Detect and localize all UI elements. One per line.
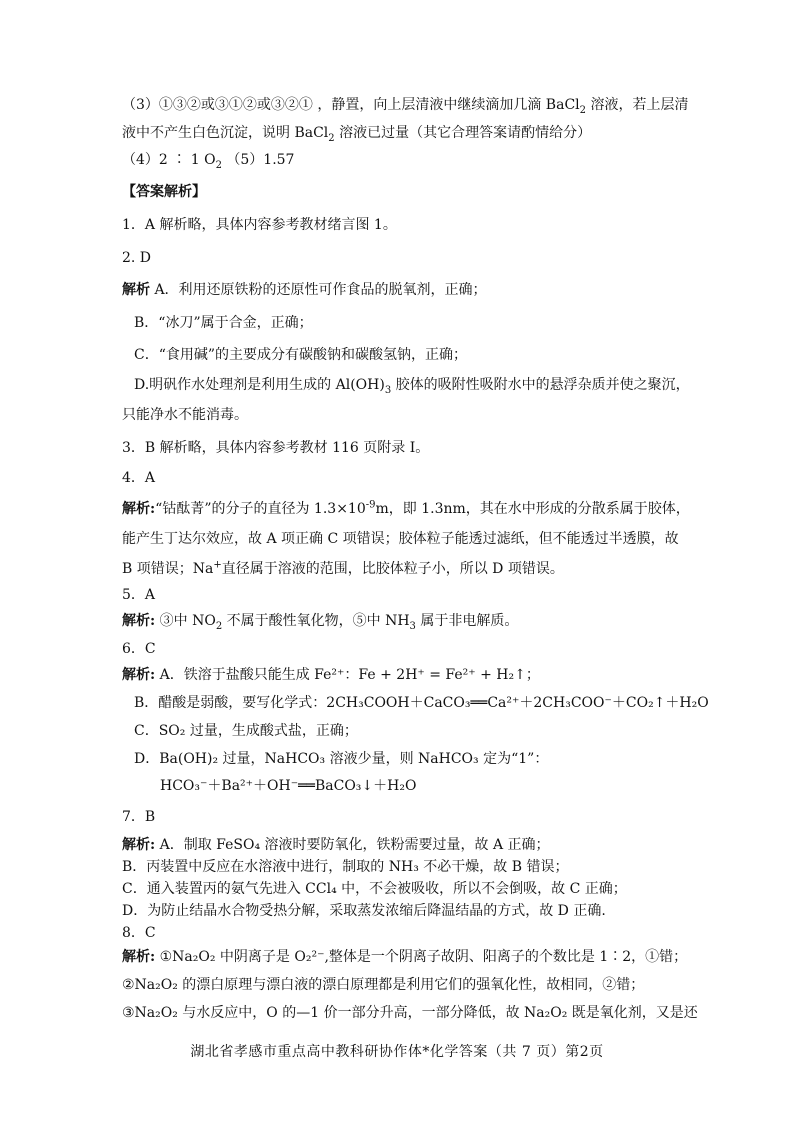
text: B 项错误；Na bbox=[122, 561, 214, 577]
answer-4: 4．A bbox=[122, 470, 156, 486]
text: （3）①③②或③①②或③②① ，静置，向上层清液中继续滴加几滴 BaCl bbox=[122, 97, 580, 113]
answer-8-line3: ③Na₂O₂ 与水反应中，O 的—1 价一部分升高，一部分降低，故 Na₂O₂ 既是氧化剂，又是还 bbox=[122, 1005, 698, 1021]
answer-8-line1 bbox=[122, 948, 687, 966]
text: （5）1.57 bbox=[221, 152, 295, 168]
analysis-label: 解析: bbox=[122, 501, 156, 517]
answer-2-C: C．“食用碱”的主要成分有碳酸钠和碳酸氢钠，正确； bbox=[134, 347, 468, 363]
analysis-label: 解析 bbox=[122, 282, 150, 298]
text: A．制取 FeSO₄ 溶液时要防氧化，铁粉需要过量，故 A 正确； bbox=[155, 837, 550, 853]
text: 溶液已过量（其它合理答案请酌情给分） bbox=[334, 125, 592, 141]
answer-3: 3．B 解析略，具体内容参考教材 116 页附录 I。 bbox=[122, 440, 430, 456]
answer-6-A bbox=[122, 666, 540, 684]
answer-6-C: C．SO₂ 过量，生成酸式盐，正确； bbox=[134, 723, 358, 739]
answer-2-A bbox=[122, 281, 487, 299]
answer-2-D-line1 bbox=[134, 376, 690, 394]
answer-7-D: D．为防止结晶水合物受热分解，采取蒸发浓缩后降温结晶的方式，故 D 正确. bbox=[122, 903, 606, 919]
answer-8-line2: ②Na₂O₂ 的漂白原理与漂白液的漂白原理都是利用它们的强氧化性，故相同，②错； bbox=[122, 977, 645, 993]
sub: 2 bbox=[215, 159, 222, 171]
answer-3-line1 bbox=[122, 96, 689, 116]
answer-2-D-line2: 只能净水不能消毒。 bbox=[122, 407, 248, 423]
answer-4-line3 bbox=[122, 560, 564, 578]
answer-7-B: B．丙装置中反应在水溶液中进行，制取的 NH₃ 不必干燥，故 B 错误； bbox=[122, 859, 569, 875]
text: 液中不产生白色沉淀，说明 BaCl bbox=[122, 125, 329, 141]
answer-7-C: C．通入装置丙的氨气先进入 CCl₄ 中，不会被吸收，所以不会倒吸，故 C 正确； bbox=[122, 881, 627, 897]
page-footer: 湖北省孝感市重点高中教科研协作体*化学答案（共 7 页）第2页 bbox=[190, 1044, 604, 1060]
text: 溶液，若上层清 bbox=[586, 97, 689, 113]
answer-6-D: D．Ba(OH)₂ 过量，NaHCO₃ 溶液少量，则 NaHCO₃ 定为“1”： bbox=[134, 751, 549, 767]
analysis-label: 解析: bbox=[122, 949, 156, 965]
text: A．利用还原铁粉的还原性可作食品的脱氧剂，正确； bbox=[150, 282, 487, 298]
sub: 2 bbox=[328, 132, 335, 144]
answer-4-line1 bbox=[122, 500, 690, 518]
answer-1: 1．A 解析略，具体内容参考教材绪言图 1。 bbox=[122, 217, 397, 233]
analysis-label: 解析: bbox=[122, 613, 156, 629]
text: 属于非电解质。 bbox=[415, 613, 519, 629]
answer-7: 7．B bbox=[122, 809, 156, 825]
sub: 3 bbox=[384, 384, 392, 396]
text: A．铁溶于盐酸只能生成 Fe²⁺：Fe + 2H⁺ = Fe²⁺ + H₂↑； bbox=[155, 667, 540, 683]
text: ③中 NO bbox=[155, 613, 216, 629]
analysis-label: 解析: bbox=[122, 667, 156, 683]
text: 胶体的吸附性吸附水中的悬浮杂质并使之聚沉， bbox=[391, 377, 690, 393]
text: 不属于酸性氧化物，⑤中 NH bbox=[222, 613, 410, 629]
sub: 3 bbox=[409, 620, 416, 632]
section-title: 【答案解析】 bbox=[122, 184, 206, 200]
sup: + bbox=[213, 559, 222, 571]
answer-2: 2. D bbox=[122, 250, 152, 266]
text: m，即 1.3nm，其在水中形成的分散系属于胶体， bbox=[375, 501, 690, 517]
text: （4）2 ∶ 1 O bbox=[122, 152, 216, 168]
answer-6-B: B．醋酸是弱酸，要写化学式：2CH₃COOH＋CaCO₃══Ca²⁺＋2CH₃COO⁻＋CO₂↑＋H₂O bbox=[134, 695, 709, 711]
answer-3-line2 bbox=[122, 124, 591, 142]
answer-5-analysis bbox=[122, 612, 518, 630]
text: “钴酞菁”的分子的直径为 1.3×10 bbox=[155, 501, 366, 517]
sup: -9 bbox=[365, 499, 376, 511]
text: 直径属于溶液的范围，比胶体粒子小，所以 D 项错误。 bbox=[221, 561, 564, 577]
sub: 2 bbox=[215, 620, 223, 632]
text: D.明矾作水处理剂是利用生成的 Al(OH) bbox=[134, 377, 385, 393]
answer-4-5 bbox=[122, 151, 294, 169]
answer-4-line2: 能产生丁达尔效应，故 A 项正确 C 项错误；胶体粒子能透过滤纸，但不能透过半透膜，故 bbox=[122, 531, 679, 547]
sub: 2 bbox=[579, 104, 587, 116]
answer-6-equation: HCO₃⁻＋Ba²⁺＋OH⁻══BaCO₃↓＋H₂O bbox=[160, 778, 417, 794]
answer-2-B: B．“冰刀”属于合金，正确； bbox=[134, 315, 313, 331]
answer-7-A bbox=[122, 836, 550, 854]
answer-5: 5．A bbox=[122, 587, 156, 603]
answer-8: 8．C bbox=[122, 925, 156, 941]
text: ①Na₂O₂ 中阴离子是 O₂²⁻,整体是一个阴离子故阴、阳离子的个数比是 1∶2，①错； bbox=[155, 949, 688, 965]
answer-6: 6．C bbox=[122, 641, 156, 657]
analysis-label: 解析: bbox=[122, 837, 156, 853]
